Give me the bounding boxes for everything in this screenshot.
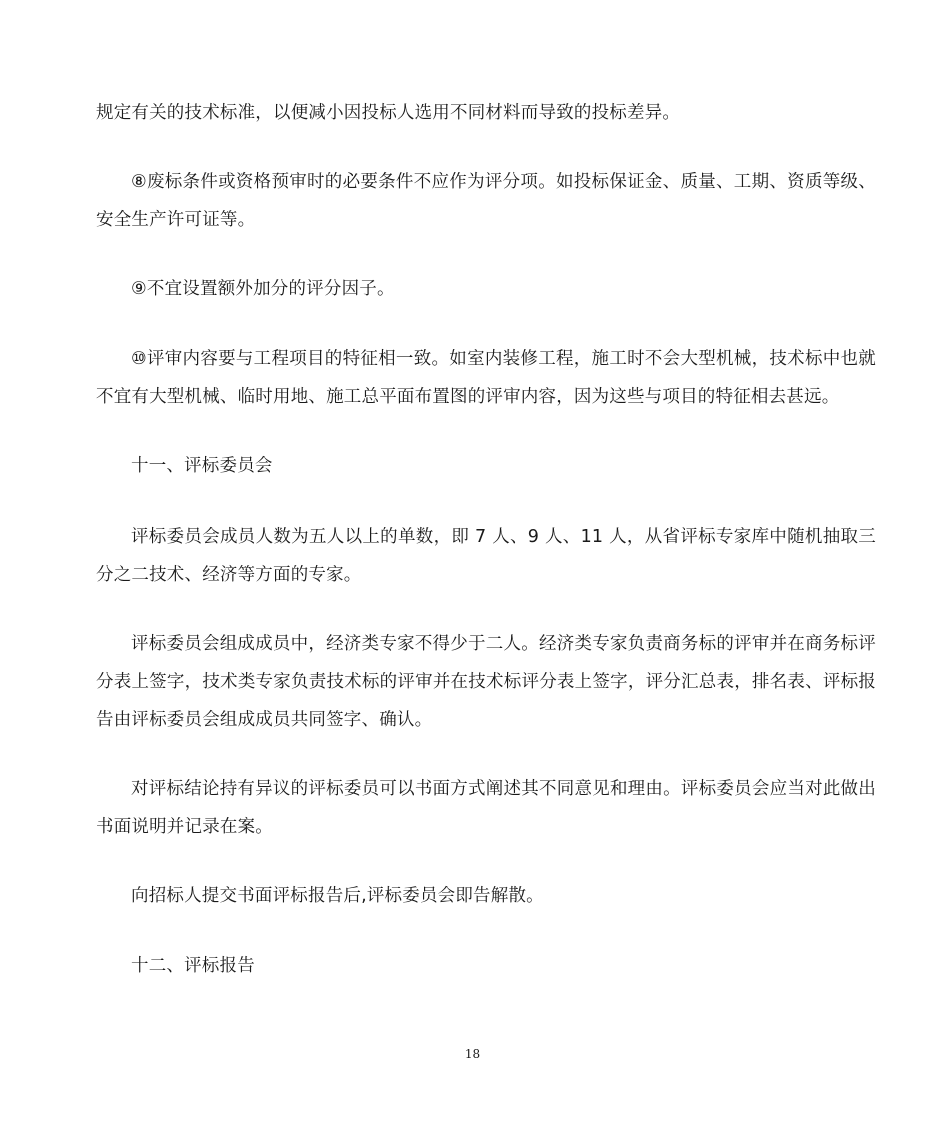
paragraph-committee-composition: 评标委员会组成成员中，经济类专家不得少于二人。经济类专家负责商务标的评审并在商务标评分表上签字，技术类专家负责技术标的评审并在技术标评分表上签字，评分汇总表，排名表、评标报告由评标委员会组成成员共同签字、确认。 — [96, 634, 876, 730]
paragraph-continuation: 规定有关的技术标准，以便减小因投标人选用不同材料而导致的投标差异。 — [96, 103, 681, 123]
paragraph-dissent: 对评标结论持有异议的评标委员可以书面方式阐述其不同意见和理由。评标委员会应当对此做出书面说明并记录在案。 — [96, 779, 876, 837]
section-heading-12: 十二、评标报告 — [131, 956, 255, 976]
paragraph-item-10: ⑩评审内容要与工程项目的特征相一致。如室内装修工程，施工时不会大型机械，技术标中也就不宜有大型机械、临时用地、施工总平面布置图的评审内容，因为这些与项目的特征相去甚远。 — [96, 349, 876, 407]
paragraph-item-8: ⑧废标条件或资格预审时的必要条件不应作为评分项。如投标保证金、质量、工期、资质等级、安全生产许可证等。 — [96, 172, 876, 230]
section-heading-11: 十一、评标委员会 — [131, 456, 273, 476]
page-number: 18 — [464, 1047, 481, 1061]
paragraph-dissolution: 向招标人提交书面评标报告后,评标委员会即告解散。 — [131, 886, 544, 906]
paragraph-committee-size: 评标委员会成员人数为五人以上的单数，即 7 人、9 人、11 人，从省评标专家库中随机抽取三分之二技术、经济等方面的专家。 — [96, 527, 876, 585]
paragraph-item-9: ⑨不宜设置额外加分的评分因子。 — [131, 279, 395, 299]
